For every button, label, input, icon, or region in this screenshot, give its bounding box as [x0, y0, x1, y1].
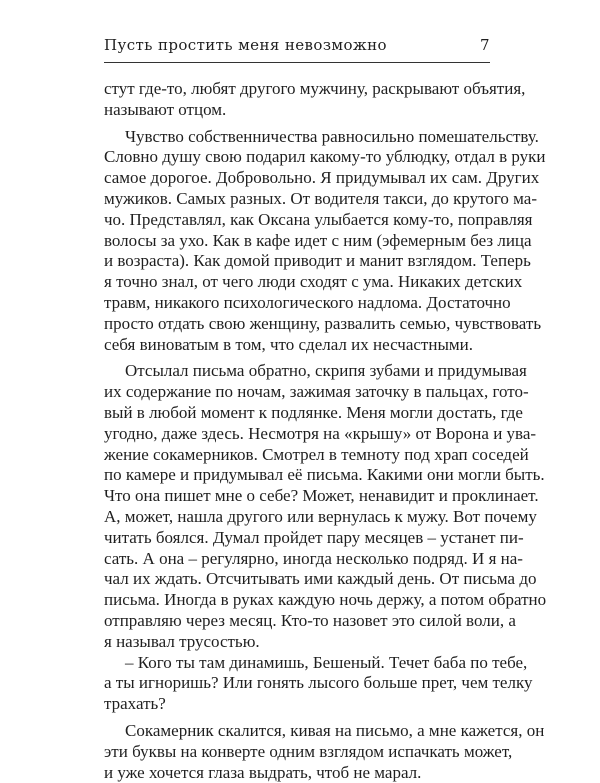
text-line: – Кого ты там динамишь, Бешеный. Течет баба по тебе,: [104, 653, 490, 674]
text-line: мужиков. Самых разных. От водителя такси, до крутого ма-: [104, 189, 490, 210]
text-line: и уже хочется глаза выдрать, чтоб не марал.: [104, 763, 490, 783]
text-line: читать боялся. Думал пройдет пару месяцев – устанет пи-: [104, 528, 490, 549]
text-line: просто отдать свою женщину, развалить семью, чувствовать: [104, 314, 490, 335]
text-line: Отсылал письма обратно, скрипя зубами и придумывая: [104, 361, 490, 382]
text-line: эти буквы на конверте одним взглядом испачкать может,: [104, 742, 490, 763]
text-line: вый в любой момент к подлянке. Меня могли достать, где: [104, 403, 490, 424]
text-line: самое дорогое. Добровольно. Я придумывал их сам. Других: [104, 168, 490, 189]
text-line: я называл трусостью.: [104, 632, 490, 653]
text-line: Сокамерник скалится, кивая на письмо, а мне кажется, он: [104, 721, 490, 742]
text-line: А, может, нашла другого или вернулась к мужу. Вот почему: [104, 507, 490, 528]
text-line: стут где-то, любят другого мужчину, раскрывают объятия,: [104, 79, 490, 100]
text-line: отправляю через месяц. Кто-то назовет это силой воли, а: [104, 611, 490, 632]
text-line: я точно знал, от чего люди сходят с ума. Никаких детских: [104, 272, 490, 293]
text-line: их содержание по ночам, зажимая заточку в пальцах, гото-: [104, 382, 490, 403]
paragraph: [104, 721, 490, 783]
text-line: чал их ждать. Отсчитывать ими каждый день. От письма до: [104, 569, 490, 590]
text-line: по камере и придумывал её письма. Какими они могли быть.: [104, 465, 490, 486]
running-header: [104, 36, 490, 63]
text-line: называют отцом.: [104, 100, 490, 121]
text-line: и возраста). Как домой приводит и манит взглядом. Теперь: [104, 251, 490, 272]
text-line: волосы за ухо. Как в кафе идет с ним (эфемерным без лица: [104, 231, 490, 252]
body-text: [104, 79, 490, 783]
text-line: жение сокамерников. Смотрел в темноту под храп соседей: [104, 445, 490, 466]
text-line: травм, никакого психологического надлома. Достаточно: [104, 293, 490, 314]
paragraph: [104, 653, 490, 715]
text-line: чо. Представлял, как Оксана улыбается кому-то, поправляя: [104, 210, 490, 231]
text-line: Чувство собственничества равносильно помешательству.: [104, 127, 490, 148]
text-line: угодно, даже здесь. Несмотря на «крышу» от Ворона и ува-: [104, 424, 490, 445]
running-title: Пусть простить меня невозможно: [104, 36, 387, 54]
text-line: себя виноватым в том, что сделал их несчастными.: [104, 335, 490, 356]
text-line: Что она пишет мне о себе? Может, ненавидит и проклинает.: [104, 486, 490, 507]
text-line: трахать?: [104, 694, 490, 715]
paragraph: [104, 361, 490, 652]
text-line: сать. А она – регулярно, иногда несколько подряд. И я на-: [104, 549, 490, 570]
text-line: Словно душу свою подарил какому-то ублюдку, отдал в руки: [104, 147, 490, 168]
paragraph: [104, 79, 490, 121]
text-line: а ты игноришь? Или гонять лысого больше прет, чем телку: [104, 673, 490, 694]
text-line: письма. Иногда в руках каждую ночь держу, а потом обратно: [104, 590, 490, 611]
page-number: 7: [480, 36, 490, 54]
paragraph: [104, 127, 490, 356]
